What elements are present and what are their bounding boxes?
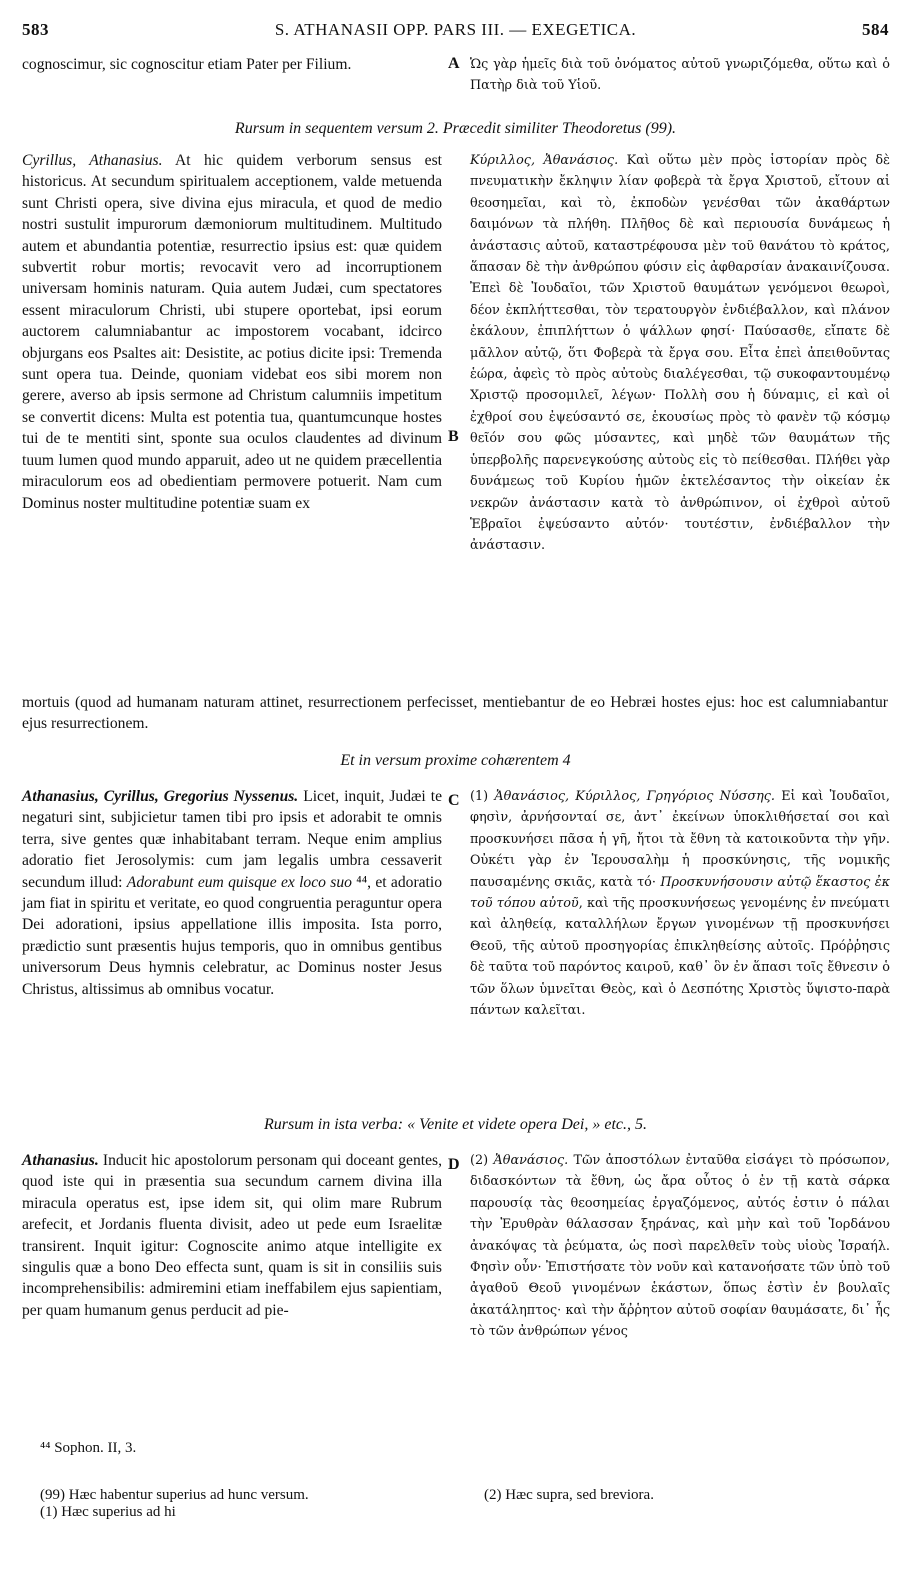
full-width-continuation: mortuis (quod ad humanam naturam attinet, resurrectionem perfecisset, mentiebantur de eo Hebræi hostes ejus: hoc est calumniabantur ejus resurrectionem. — [22, 694, 888, 733]
scripture-quote: Adorabunt eum quisque ex loco suo — [126, 873, 352, 891]
footnote-ref: ⁴⁴ — [351, 873, 368, 891]
margin-marker-d: D — [448, 1156, 460, 1173]
latin-text-end: , et adoratio jam fiat in spiritu et veritate, eo quod congruentia peraguntur opera Dei adorationi, ipsius appellatione illis imposita. Ista porro, prædictio sunt præsentis hujus temporis, quo in omnibus gentibus universorum Deus hymnis celebratur, ac Dominus noster Jesus Christus, altissimus ab omnibus vocatur. — [22, 873, 443, 998]
latin-column-block3 — [22, 786, 442, 1000]
footnote-99: (99) Hæc habentur superius ad hunc versum. — [40, 1487, 309, 1503]
greek-authors: Ἀθανάσιος. — [493, 1153, 569, 1168]
greek-authors: Κύριλλος, Ἀθανάσιος. — [470, 153, 619, 168]
latin-paragraph — [22, 786, 442, 1000]
greek-column-block1 — [470, 54, 890, 97]
greek-text: Τῶν ἀποστόλων ἐνταῦθα εἰσάγει τὸ πρόσωπον, διδασκόντων τὰ ἔθνη, ὡς ἄρα οὗτος ὁ ἐν τῇ κατὰ σάρκα παρουσίᾳ τὰς θεοσημείας ἐργαζόμενος, αὐτός ἐστιν ὁ πάλαι τὴν Ἐρυθρὰν θάλασσαν ξηράνας, καὶ μὴν καὶ τοῦ Ἰορδάνου ἀνακόψας τὰ ῥεύματα, ὡς ποσὶ παρελθεῖν τοὺς υἱοὺς Ἰσραήλ. Φησὶν οὖν· Ἐπιστήσατε τὸν νοῦν καὶ κατανοήσατε τῶν ὑπὸ τοῦ ἀγαθοῦ Θεοῦ γινομένων ἑκάστων, ὅπως ἐστὶν ἐν βουλαῖς ἀκατάληπτος· καὶ τὴν ἄῤῥητον αὐτοῦ σοφίαν θαυμάσατε, δι᾽ ἧς τὸ τῶν ἀνθρώπων γένος — [470, 1153, 891, 1340]
greek-column-block4 — [470, 1150, 890, 1343]
greek-paragraph — [470, 1150, 890, 1343]
page-number-left: 583 — [22, 20, 49, 39]
greek-text: Εἰ καὶ Ἰουδαῖοι, φησὶν, ἀρνήσονταί σε, ἀντ᾽ ἐκείνων ὑποκλιθήσεταί σοι καὶ προσκυνήσει πᾶσα ἡ γῆ, ἤτοι τὰ ἔθνη τὰ κατοικοῦντα τὴν γῆν. Οὐκέτι γὰρ ἐν Ἱερουσαλὴμ ἡ προσκύνησις, τῆς νομικῆς παυσαμένης σκιᾶς, κατὰ τό· — [470, 789, 890, 890]
section-heading-2: Et in versum proxime cohærentem 4 — [340, 752, 571, 769]
footnote-2: (2) Hæc supra, sed breviora. — [484, 1487, 654, 1503]
latin-column-block2 — [22, 150, 442, 514]
latin-text: cognoscimur, sic cognoscitur etiam Pater per Filium. — [22, 56, 352, 73]
scripture-quote: Προσκυνήσουσιν αὐτῷ ἕκαστος ἐκ τοῦ τόπου αὐτοῦ — [470, 874, 890, 912]
note-ref: (2) — [470, 1153, 489, 1168]
greek-paragraph — [470, 150, 890, 557]
footnote-scripture: ⁴⁴ Sophon. II, 3. — [40, 1440, 137, 1456]
greek-column-block2 — [470, 150, 890, 557]
latin-authors: Athanasius. — [22, 1152, 99, 1169]
note-ref: (1) — [470, 789, 489, 804]
latin-text: Licet, inquit, Judæi te negaturi sint, subjicietur tamen tibi pro ipsis et adorabit te omnis terra, sive gentes quæ inhabitabant terram. Neque enim amplius adoratio fiet Jerosolymis: cum jam legalis umbra cessaverit secundum illud: — [22, 788, 442, 891]
greek-authors: Ἀθανάσιος, Κύριλλος, Γρηγόριος Νύσσης. — [494, 789, 775, 804]
running-title: S. ATHANASII OPP. PARS III. — EXEGETICA. — [274, 20, 637, 39]
margin-marker-c: C — [448, 792, 460, 809]
section-heading-1: Rursum in sequentem versum 2. Præcedit similiter Theodoretus (99). — [234, 120, 677, 137]
latin-authors: Athanasius, Cyrillus, Gregorius Nyssenus. — [22, 788, 299, 805]
latin-column-block4 — [22, 1150, 442, 1321]
latin-column-block1 — [22, 54, 442, 75]
margin-marker-a: A — [448, 55, 460, 72]
greek-paragraph — [470, 786, 890, 1021]
page-header — [22, 20, 889, 42]
latin-authors: Cyrillus, Athanasius. — [22, 152, 163, 169]
margin-marker-b: B — [448, 428, 459, 445]
latin-paragraph — [22, 150, 442, 514]
footnote-1: (1) Hæc superius ad hi — [40, 1504, 176, 1520]
latin-paragraph — [22, 1150, 442, 1321]
latin-text: Inducit hic apostolorum personam qui doceant gentes, quod iste qui in præsentia sua secundum carnem divina illa miracula operatus est, ipse idem sit, qui olim mare Rubrum arefecit, et Jordanis fluenta divisit, adeo ut pede eum Israelitæ transirent. Inquit igitur: Cognoscite animo atque intelligite ex singulis quæ a bono Deo effecta sunt, quam is sit in consiliis suis incomprehensibilis: admiremini etiam ineffabilem ejus sapientiam, per quam humanum genus perducit ad pie- — [22, 1152, 442, 1319]
section-heading-3: Rursum in ista verba: « Venite et videte opera Dei, » etc., 5. — [263, 1116, 647, 1133]
greek-text: Καὶ οὕτω μὲν πρὸς ἱστορίαν πρὸς δὲ πνευματικὴν ἔκληψιν λίαν φοβερὰ τὰ ἔργα Χριστοῦ, εἴτουν αἱ θεοσημεῖαι, καὶ τὸ, ἐκποδὼν γενέσθαι τῶν ἀκαθάρτων δαιμόνων τὰ πλήθη. Πλῆθος δὲ καὶ περιουσία δυνάμεως ἡ ἀνάστασις αὐτοῦ, καταστρέφουσα μὲν τοῦ θανάτου τὸ κράτος, ἅπασαν δὲ τὴν ἀνθρώπου φύσιν εἰς ἀφθαρσίαν ἀνακαινίζουσα. Ἐπεὶ δὲ Ἰουδαῖοι, τῶν Χριστοῦ θαυμάτων γενόμενοι θεωροὶ, δέον ἐκπλήττεσθαι, τὸν τερατουργὸν ἐνδιέβαλλον, καὶ πλάνον ἐκάλουν, ἐπιπλήττων ὁ ψάλλων φησί· Παύσασθε, εἴπατε δὲ μᾶλλον αὐτῷ, ὅτι Φοβερὰ τὰ ἔργα σου. Εἶτα ἐπεὶ ἀπειθοῦντας ἑώρα, ἀφεὶς τὸ πρὸς αὐτοὺς διαλέγεσθαι, τῷ συκοφαντουμένῳ Χριστῷ προσομιλεῖ, λέγων· Πολλὴ σου ἡ δύναμις, εἰ καὶ οἱ ἐχθροί σου ἐψεύσαντό σε, ἑκουσίως πρὸς τὸ φανὲν τῷ κόσμῳ θεῖόν σου φῶς μύσαντες, καὶ μηδὲ τῶν θαυμάτων τῆς ὑπερβολῆς παρενεγκούσης αὐτοὺς εἰς τὸ πείθεσθαι. Πλήθει γὰρ δυνάμεως τοῦ Κυρίου ἡμῶν ἐκτελέσαντος τὴν οἰκείαν ἐκ νεκρῶν ἀνάστασιν κατὰ τὸ ἀνθρώπινον, οἱ ἐχθροὶ αὐτοῦ Ἑβραῖοι ἐψεύσαντο αὐτόν· τουτέστιν, ἐνδιέβαλλον τὴν ἀνάστασιν. — [470, 153, 890, 554]
greek-column-block3 — [470, 786, 890, 1021]
page-number-right: 584 — [862, 20, 889, 39]
greek-text-end: , καὶ τῆς προσκυνήσεως γενομένης ἐν πνεύματι καὶ ἀληθείᾳ, καταλλήλων ἔργων γινομένων τῇ προσκυνήσει Θεοῦ, τῆς αὐτοῦ προσηγορίας ἐπικληθείσης αὐτοῖς. Πρόῤῥησις δὲ ταῦτα τοῦ παρόντος καιροῦ, καθ᾽ ὃν ἐν ἅπασι τοῖς ἔθνεσιν ὁ τῶν ὅλων ὑμνεῖται Θεὸς, καὶ ὁ Δεσπότης Χριστὸς ὕψιστο‑παρὰ πάντων καλεῖται. — [470, 896, 890, 1019]
latin-text: At hic quidem verborum sensus est historicus. At secundum spiritualem acceptionem, valde metuenda sunt Christi opera, sive divina ejus miracula, et quod de medio nostri sustulit impurorum dæmoniorum multitudinem. Multitudo autem et abundantia potentiæ, resurrectio ipsius est: quæ quidem subvertit robur mortis; revocavit vero ad incorruptionem universam hominis naturam. Quia autem Judæi, cum spectatores essent miraculorum Christi, ubi stupere oportebat, ipsi eorum auctorem calumniabantur ac impostorem vocabant, idcirco objurgans eos Psaltes ait: Desistite, ac potius dicite ipsi: Tremenda sunt opera tua. Deinde, quoniam videbat eos sibi morem non gerere, averso ab ipsis sermone ad Christum calumniis impetitum se convertit dicens: Multa est potentia tua, quantumcunque hostes tui de te mentiti sint, sponte sua oculos claudentes ad divinum tuum lumen quod mundo apparuit, adeo ut ne quidem præcellentia miraculorum eos ad obedientiam permovere potuerit. Nam cum Dominus noster multitudine potentiæ suam ex — [22, 152, 442, 512]
greek-text: Ὡς γὰρ ἡμεῖς διὰ τοῦ ὀνόματος αὐτοῦ γνωριζόμεθα, οὕτω καὶ ὁ Πατὴρ διὰ τοῦ Υἱοῦ. — [470, 57, 890, 94]
